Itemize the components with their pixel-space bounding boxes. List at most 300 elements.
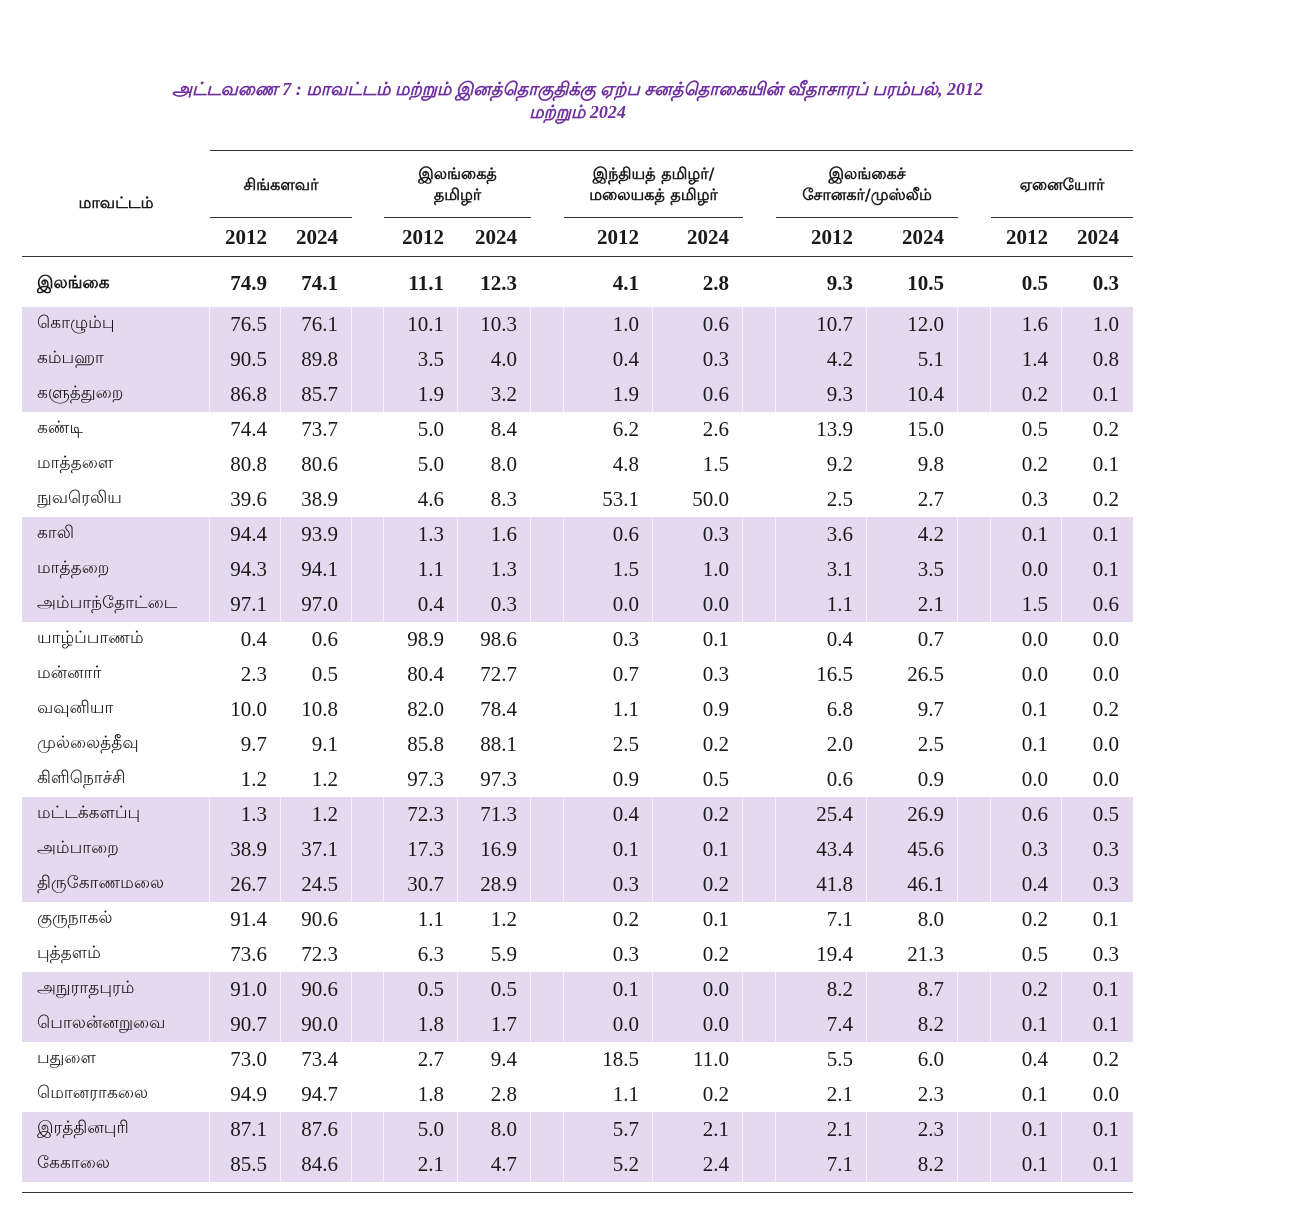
sl-tamil-2012-value: 3.5 (384, 342, 458, 377)
moor-muslim-group-label-line-1: இலங்கைச் (828, 164, 906, 183)
sl-tamil-group-header (384, 151, 531, 218)
column-gap (531, 832, 564, 867)
moor-muslim-2024-value: 12.0 (867, 307, 958, 342)
district-name: புத்தளம் (37, 943, 101, 963)
sl-tamil-2024-value: 4.0 (458, 342, 531, 377)
indian-tamil-2024-value: 0.2 (702, 731, 730, 756)
other-2012-value: 0.1 (1021, 731, 1049, 756)
column-gap (958, 1042, 991, 1077)
sinhalese-2024-value: 93.9 (281, 517, 352, 552)
sinhalese-2024-value: 80.6 (301, 451, 339, 476)
indian-tamil-2024-value: 0.6 (653, 307, 743, 342)
moor-muslim-2024-value: 46.1 (867, 867, 958, 902)
moor-muslim-2024-value: 2.5 (917, 731, 945, 756)
sinhalese-2024-value: 0.6 (311, 626, 339, 651)
sl-tamil-2012-header: 2012 (384, 218, 458, 257)
column-gap (352, 1007, 384, 1042)
other-2024-value: 0.8 (1062, 342, 1133, 377)
indian-tamil-2024-value: 0.0 (653, 1007, 743, 1042)
column-gap (743, 1007, 776, 1042)
sl-tamil-2012-value: 17.3 (384, 832, 458, 867)
district-row (22, 552, 1133, 587)
column-gap (352, 307, 384, 342)
moor-muslim-group-header (776, 151, 958, 218)
column-gap (958, 762, 991, 797)
other-2024-value: 0.1 (1062, 377, 1133, 412)
moor-muslim-2024-value: 5.1 (867, 342, 958, 377)
column-gap (743, 657, 776, 692)
indian-tamil-2012-value: 1.0 (564, 307, 653, 342)
sinhalese-group-header (210, 151, 352, 218)
indian-tamil-2012-value: 0.3 (612, 941, 640, 966)
column-gap (958, 622, 991, 657)
sinhalese-2024-value: 74.1 (301, 271, 339, 296)
column-gap (352, 727, 384, 762)
column-gap (958, 937, 991, 972)
column-gap (958, 797, 991, 832)
table-title (22, 78, 1133, 124)
table-header (22, 151, 1133, 257)
sl-tamil-2012-value: 97.3 (407, 766, 445, 791)
sinhalese-2024-value: 1.2 (281, 797, 352, 832)
district-name: கண்டி (37, 418, 84, 438)
sl-tamil-2024-value: 4.7 (458, 1147, 531, 1182)
sl-tamil-2012-value: 1.9 (384, 377, 458, 412)
column-gap (531, 727, 564, 762)
column-gap (743, 832, 776, 867)
sinhalese-2024-value: 90.0 (281, 1007, 352, 1042)
moor-muslim-2012-value: 9.2 (826, 451, 854, 476)
column-gap (743, 937, 776, 972)
sl-tamil-2012-value: 0.4 (384, 587, 458, 622)
district-name: திருகோணமலை (22, 867, 210, 902)
column-gap (531, 447, 564, 482)
district-name: கிளிநொச்சி (37, 768, 126, 788)
moor-muslim-2024-value: 26.5 (907, 661, 945, 686)
indian-tamil-2024-value: 0.1 (702, 906, 730, 931)
moor-muslim-2024-value: 45.6 (867, 832, 958, 867)
column-gap (743, 151, 776, 218)
sinhalese-2012-value: 91.4 (230, 906, 267, 931)
column-gap (743, 622, 776, 657)
moor-muslim-2024-value: 4.2 (867, 517, 958, 552)
column-gap (958, 412, 991, 447)
district-name: மொனராகலை (37, 1083, 149, 1103)
other-2012-value: 0.0 (1021, 766, 1049, 791)
moor-muslim-2024-value: 0.7 (917, 626, 945, 651)
sl-tamil-2012-value: 0.5 (384, 972, 458, 1007)
district-name: பதுளை (37, 1048, 96, 1068)
column-gap (531, 1112, 564, 1147)
other-2012-value: 1.5 (991, 587, 1062, 622)
moor-muslim-2012-value: 41.8 (776, 867, 867, 902)
sinhalese-2024-value: 1.2 (311, 766, 339, 791)
district-name: இலங்கை (37, 272, 110, 293)
district-name: களுத்துறை (22, 377, 210, 412)
sinhalese-2012-value: 0.4 (240, 626, 267, 651)
column-gap (743, 762, 776, 797)
indian-tamil-2024-value: 0.3 (653, 517, 743, 552)
indian-tamil-2012-value: 0.4 (564, 342, 653, 377)
indian-tamil-2012-value: 0.0 (564, 1007, 653, 1042)
sinhalese-2012-value: 90.5 (210, 342, 281, 377)
other-2024-value: 0.1 (1092, 451, 1120, 476)
column-gap (743, 552, 776, 587)
column-gap (531, 218, 564, 257)
column-gap (531, 377, 564, 412)
sl-tamil-2024-value: 1.6 (458, 517, 531, 552)
other-2012-value: 0.2 (1021, 451, 1049, 476)
sinhalese-2012-value: 85.5 (210, 1147, 281, 1182)
sinhalese-2024-value: 84.6 (281, 1147, 352, 1182)
column-gap (352, 762, 384, 797)
indian-tamil-2024-value: 0.0 (653, 587, 743, 622)
sinhalese-2024-value: 10.8 (301, 696, 339, 721)
sl-tamil-2024-value: 1.7 (458, 1007, 531, 1042)
column-gap (743, 727, 776, 762)
other-2012-value: 0.0 (1021, 626, 1049, 651)
column-gap (958, 218, 991, 257)
district-name: அம்பாறை (22, 832, 210, 867)
indian-tamil-2012-value: 4.8 (612, 451, 640, 476)
sinhalese-2024-value: 94.1 (281, 552, 352, 587)
indian-tamil-2024-value: 2.1 (653, 1112, 743, 1147)
other-2024-value: 0.2 (1092, 696, 1120, 721)
sl-tamil-2024-value: 10.3 (458, 307, 531, 342)
district-row (22, 1007, 1133, 1042)
indian-tamil-2012-value: 0.1 (564, 832, 653, 867)
district-row (22, 902, 1133, 937)
other-2024-value: 0.1 (1062, 552, 1133, 587)
column-gap (531, 307, 564, 342)
moor-muslim-2024-value: 26.9 (867, 797, 958, 832)
moor-muslim-2012-value: 6.8 (826, 696, 854, 721)
sl-tamil-2024-value: 8.3 (490, 486, 518, 511)
sinhalese-2012-value: 87.1 (210, 1112, 281, 1147)
indian-tamil-2024-value: 0.0 (653, 972, 743, 1007)
sl-tamil-2024-value: 2.8 (490, 1081, 518, 1106)
column-gap (958, 447, 991, 482)
other-2024-value: 0.1 (1062, 1147, 1133, 1182)
other-2024-value: 0.1 (1092, 906, 1120, 931)
indian-tamil-2012-value: 0.9 (612, 766, 640, 791)
sl-tamil-2024-value: 3.2 (458, 377, 531, 412)
sinhalese-2012-value: 26.7 (210, 867, 281, 902)
other-2024-value: 0.3 (1092, 271, 1120, 296)
column-gap (352, 1042, 384, 1077)
column-gap (531, 552, 564, 587)
sl-tamil-2024-value: 72.7 (480, 661, 518, 686)
district-row (22, 867, 1133, 902)
sinhalese-2012-value: 74.9 (230, 271, 267, 296)
district-row (22, 622, 1133, 657)
other-2012-value: 1.4 (991, 342, 1062, 377)
moor-muslim-2024-value: 3.5 (867, 552, 958, 587)
indian-tamil-2024-value: 0.2 (653, 797, 743, 832)
moor-muslim-2012-value: 7.4 (776, 1007, 867, 1042)
sl-tamil-2024-value: 97.3 (480, 766, 518, 791)
district-name: காலி (22, 517, 210, 552)
column-gap (958, 587, 991, 622)
sl-tamil-group-label-line-2: தமிழர் (433, 185, 482, 204)
moor-muslim-2012-value: 9.3 (826, 271, 854, 296)
column-gap (958, 257, 991, 307)
column-gap (352, 1077, 384, 1112)
column-gap (531, 692, 564, 727)
sinhalese-2012-value: 1.3 (210, 797, 281, 832)
sl-tamil-2024-value: 28.9 (458, 867, 531, 902)
moor-muslim-2024-value: 2.3 (867, 1112, 958, 1147)
indian-tamil-2012-value: 0.6 (564, 517, 653, 552)
indian-tamil-2012-value: 0.2 (612, 906, 640, 931)
column-gap (958, 1077, 991, 1112)
sl-tamil-2012-value: 80.4 (407, 661, 445, 686)
table-bottom-spacer (22, 1182, 1133, 1193)
district-row (22, 377, 1133, 412)
column-gap (743, 692, 776, 727)
other-2024-value: 0.1 (1062, 517, 1133, 552)
column-gap (531, 342, 564, 377)
sinhalese-2024-value: 37.1 (281, 832, 352, 867)
table-body (22, 257, 1133, 1193)
sl-tamil-2024-value: 0.3 (458, 587, 531, 622)
column-gap (958, 832, 991, 867)
sinhalese-2024-value: 38.9 (301, 486, 339, 511)
sl-tamil-2012-value: 1.1 (384, 552, 458, 587)
moor-muslim-2024-value: 2.3 (917, 1081, 945, 1106)
other-2012-value: 0.1 (991, 1112, 1062, 1147)
sl-tamil-2012-value: 30.7 (384, 867, 458, 902)
moor-muslim-2024-value: 15.0 (907, 416, 945, 441)
other-2012-value: 0.1 (1021, 696, 1049, 721)
column-gap (352, 902, 384, 937)
sl-tamil-2012-value: 82.0 (407, 696, 445, 721)
indian-tamil-2012-value: 0.1 (564, 972, 653, 1007)
sinhalese-2012-value: 1.2 (240, 766, 267, 791)
moor-muslim-2012-value: 3.6 (776, 517, 867, 552)
district-name: மன்னார் (37, 663, 102, 683)
other-2024-value: 0.1 (1062, 1112, 1133, 1147)
column-gap (352, 552, 384, 587)
sinhalese-2012-value: 91.0 (210, 972, 281, 1007)
other-2012-value: 0.1 (1021, 1081, 1049, 1106)
district-row (22, 937, 1133, 972)
column-gap (958, 482, 991, 517)
indian-tamil-2012-header: 2012 (564, 218, 653, 257)
indian-tamil-2012-value: 5.7 (564, 1112, 653, 1147)
moor-muslim-2024-value: 2.7 (917, 486, 945, 511)
sinhalese-2012-value: 38.9 (210, 832, 281, 867)
column-gap (352, 482, 384, 517)
column-gap (531, 937, 564, 972)
other-group-header (991, 151, 1133, 218)
other-2024-value: 0.3 (1062, 867, 1133, 902)
column-gap (958, 377, 991, 412)
sinhalese-2024-value: 85.7 (281, 377, 352, 412)
district-row (22, 972, 1133, 1007)
sl-tamil-2012-value: 1.8 (384, 1007, 458, 1042)
sinhalese-2024-value: 73.4 (301, 1046, 339, 1071)
column-gap (743, 307, 776, 342)
column-gap (352, 657, 384, 692)
table-bottom-rule (22, 1182, 1133, 1193)
indian-tamil-2012-value: 0.3 (612, 626, 640, 651)
sl-tamil-2012-value: 1.3 (384, 517, 458, 552)
other-2012-value: 0.6 (991, 797, 1062, 832)
district-name: கம்பஹா (22, 342, 210, 377)
column-gap (352, 587, 384, 622)
column-gap (743, 1112, 776, 1147)
column-gap (531, 797, 564, 832)
sl-tamil-2024-value: 71.3 (458, 797, 531, 832)
indian-tamil-2024-value: 0.3 (702, 661, 730, 686)
indian-tamil-2024-value: 50.0 (692, 486, 730, 511)
column-gap (531, 482, 564, 517)
column-gap (352, 517, 384, 552)
column-gap (958, 151, 991, 218)
column-gap (743, 972, 776, 1007)
indian-tamil-group-header (564, 151, 743, 218)
column-gap (743, 447, 776, 482)
indian-tamil-2012-value: 1.1 (612, 696, 640, 721)
indian-tamil-2024-value: 2.8 (702, 271, 730, 296)
moor-muslim-2024-value: 8.2 (867, 1007, 958, 1042)
moor-muslim-2012-value: 7.1 (776, 1147, 867, 1182)
sl-tamil-2024-value: 8.0 (458, 1112, 531, 1147)
sinhalese-2024-value: 76.1 (281, 307, 352, 342)
sinhalese-2012-value: 94.3 (210, 552, 281, 587)
other-2024-value: 0.2 (1092, 416, 1120, 441)
column-gap (743, 517, 776, 552)
indian-tamil-2012-value: 53.1 (602, 486, 640, 511)
sinhalese-2012-header: 2012 (210, 218, 281, 257)
sinhalese-2024-header: 2024 (281, 218, 352, 257)
moor-muslim-2024-value: 10.4 (867, 377, 958, 412)
other-2024-header: 2024 (1062, 218, 1133, 257)
sinhalese-2012-value: 73.0 (230, 1046, 267, 1071)
moor-muslim-2024-value: 8.7 (867, 972, 958, 1007)
other-2012-value: 0.5 (1021, 271, 1049, 296)
other-2012-value: 0.4 (1021, 1046, 1049, 1071)
column-gap (743, 797, 776, 832)
column-gap (531, 657, 564, 692)
column-gap (531, 1077, 564, 1112)
column-gap (531, 622, 564, 657)
sinhalese-2012-value: 2.3 (240, 661, 267, 686)
sinhalese-2012-value: 94.4 (210, 517, 281, 552)
other-2024-value: 0.3 (1062, 832, 1133, 867)
indian-tamil-2024-value: 0.2 (702, 1081, 730, 1106)
moor-muslim-2024-value: 8.2 (867, 1147, 958, 1182)
other-2024-value: 1.0 (1062, 307, 1133, 342)
other-2024-value: 0.0 (1092, 766, 1120, 791)
other-2024-value: 0.0 (1092, 731, 1120, 756)
indian-tamil-2024-value: 0.1 (653, 832, 743, 867)
other-2024-value: 0.1 (1062, 972, 1133, 1007)
column-gap (958, 1007, 991, 1042)
sinhalese-2024-value: 89.8 (281, 342, 352, 377)
moor-muslim-2024-value: 2.1 (867, 587, 958, 622)
column-gap (958, 972, 991, 1007)
column-gap (352, 797, 384, 832)
indian-tamil-2012-value: 6.2 (612, 416, 640, 441)
column-gap (743, 587, 776, 622)
moor-muslim-2012-value: 3.1 (776, 552, 867, 587)
sl-tamil-2024-value: 12.3 (480, 271, 518, 296)
column-gap (352, 972, 384, 1007)
moor-muslim-2024-value: 9.8 (917, 451, 945, 476)
other-2024-value: 0.2 (1092, 486, 1120, 511)
column-gap (531, 1042, 564, 1077)
other-2024-value: 0.0 (1092, 626, 1120, 651)
other-2024-value: 0.0 (1092, 661, 1120, 686)
sinhalese-2012-value: 97.1 (210, 587, 281, 622)
indian-tamil-2024-value: 0.5 (702, 766, 730, 791)
indian-tamil-2024-header: 2024 (653, 218, 743, 257)
sl-tamil-2024-value: 9.4 (490, 1046, 518, 1071)
moor-muslim-2012-value: 2.5 (826, 486, 854, 511)
sl-tamil-2012-value: 2.1 (384, 1147, 458, 1182)
sinhalese-2024-value: 72.3 (301, 941, 339, 966)
column-gap (352, 937, 384, 972)
column-gap (958, 657, 991, 692)
column-gap (531, 151, 564, 218)
district-name: கேகாலை (22, 1147, 210, 1182)
sl-tamil-2024-value: 16.9 (458, 832, 531, 867)
moor-muslim-2012-value: 5.5 (826, 1046, 854, 1071)
sinhalese-group-label: சிங்களவர் (243, 174, 319, 194)
indian-tamil-2012-value: 4.1 (612, 271, 640, 296)
other-2012-value: 0.2 (991, 972, 1062, 1007)
sl-tamil-2024-header: 2024 (458, 218, 531, 257)
moor-muslim-2012-value: 2.1 (776, 1112, 867, 1147)
sl-tamil-2024-value: 1.3 (458, 552, 531, 587)
sl-tamil-2012-value: 11.1 (408, 271, 445, 296)
moor-muslim-2012-value: 2.1 (826, 1081, 854, 1106)
sl-tamil-2024-value: 8.0 (490, 451, 518, 476)
district-name: மட்டக்களப்பு (22, 797, 210, 832)
district-row (22, 692, 1133, 727)
column-gap (352, 1147, 384, 1182)
column-gap (531, 1007, 564, 1042)
table-title-line-2: மற்றும் 2024 (529, 102, 626, 122)
other-2024-value: 0.1 (1062, 1007, 1133, 1042)
sl-tamil-2024-value: 78.4 (480, 696, 518, 721)
column-gap (352, 151, 384, 218)
column-gap (958, 1147, 991, 1182)
other-2012-value: 0.4 (991, 867, 1062, 902)
other-2012-value: 0.1 (991, 1147, 1062, 1182)
other-2024-value: 0.0 (1092, 1081, 1120, 1106)
moor-muslim-2012-value: 0.6 (826, 766, 854, 791)
moor-muslim-2012-value: 0.4 (826, 626, 854, 651)
sinhalese-2024-value: 94.7 (301, 1081, 339, 1106)
column-gap (958, 727, 991, 762)
district-name: பொலன்னறுவை (22, 1007, 210, 1042)
district-row (22, 832, 1133, 867)
moor-muslim-2012-value: 2.0 (826, 731, 854, 756)
other-2012-header: 2012 (991, 218, 1062, 257)
column-gap (352, 1112, 384, 1147)
column-gap (743, 342, 776, 377)
indian-tamil-2012-value: 0.7 (612, 661, 640, 686)
other-2012-value: 0.3 (991, 832, 1062, 867)
district-name: மாத்தறை (22, 552, 210, 587)
column-gap (352, 218, 384, 257)
district-name: மாத்தளை (37, 453, 114, 473)
other-2024-value: 0.2 (1092, 1046, 1120, 1071)
column-gap (531, 867, 564, 902)
